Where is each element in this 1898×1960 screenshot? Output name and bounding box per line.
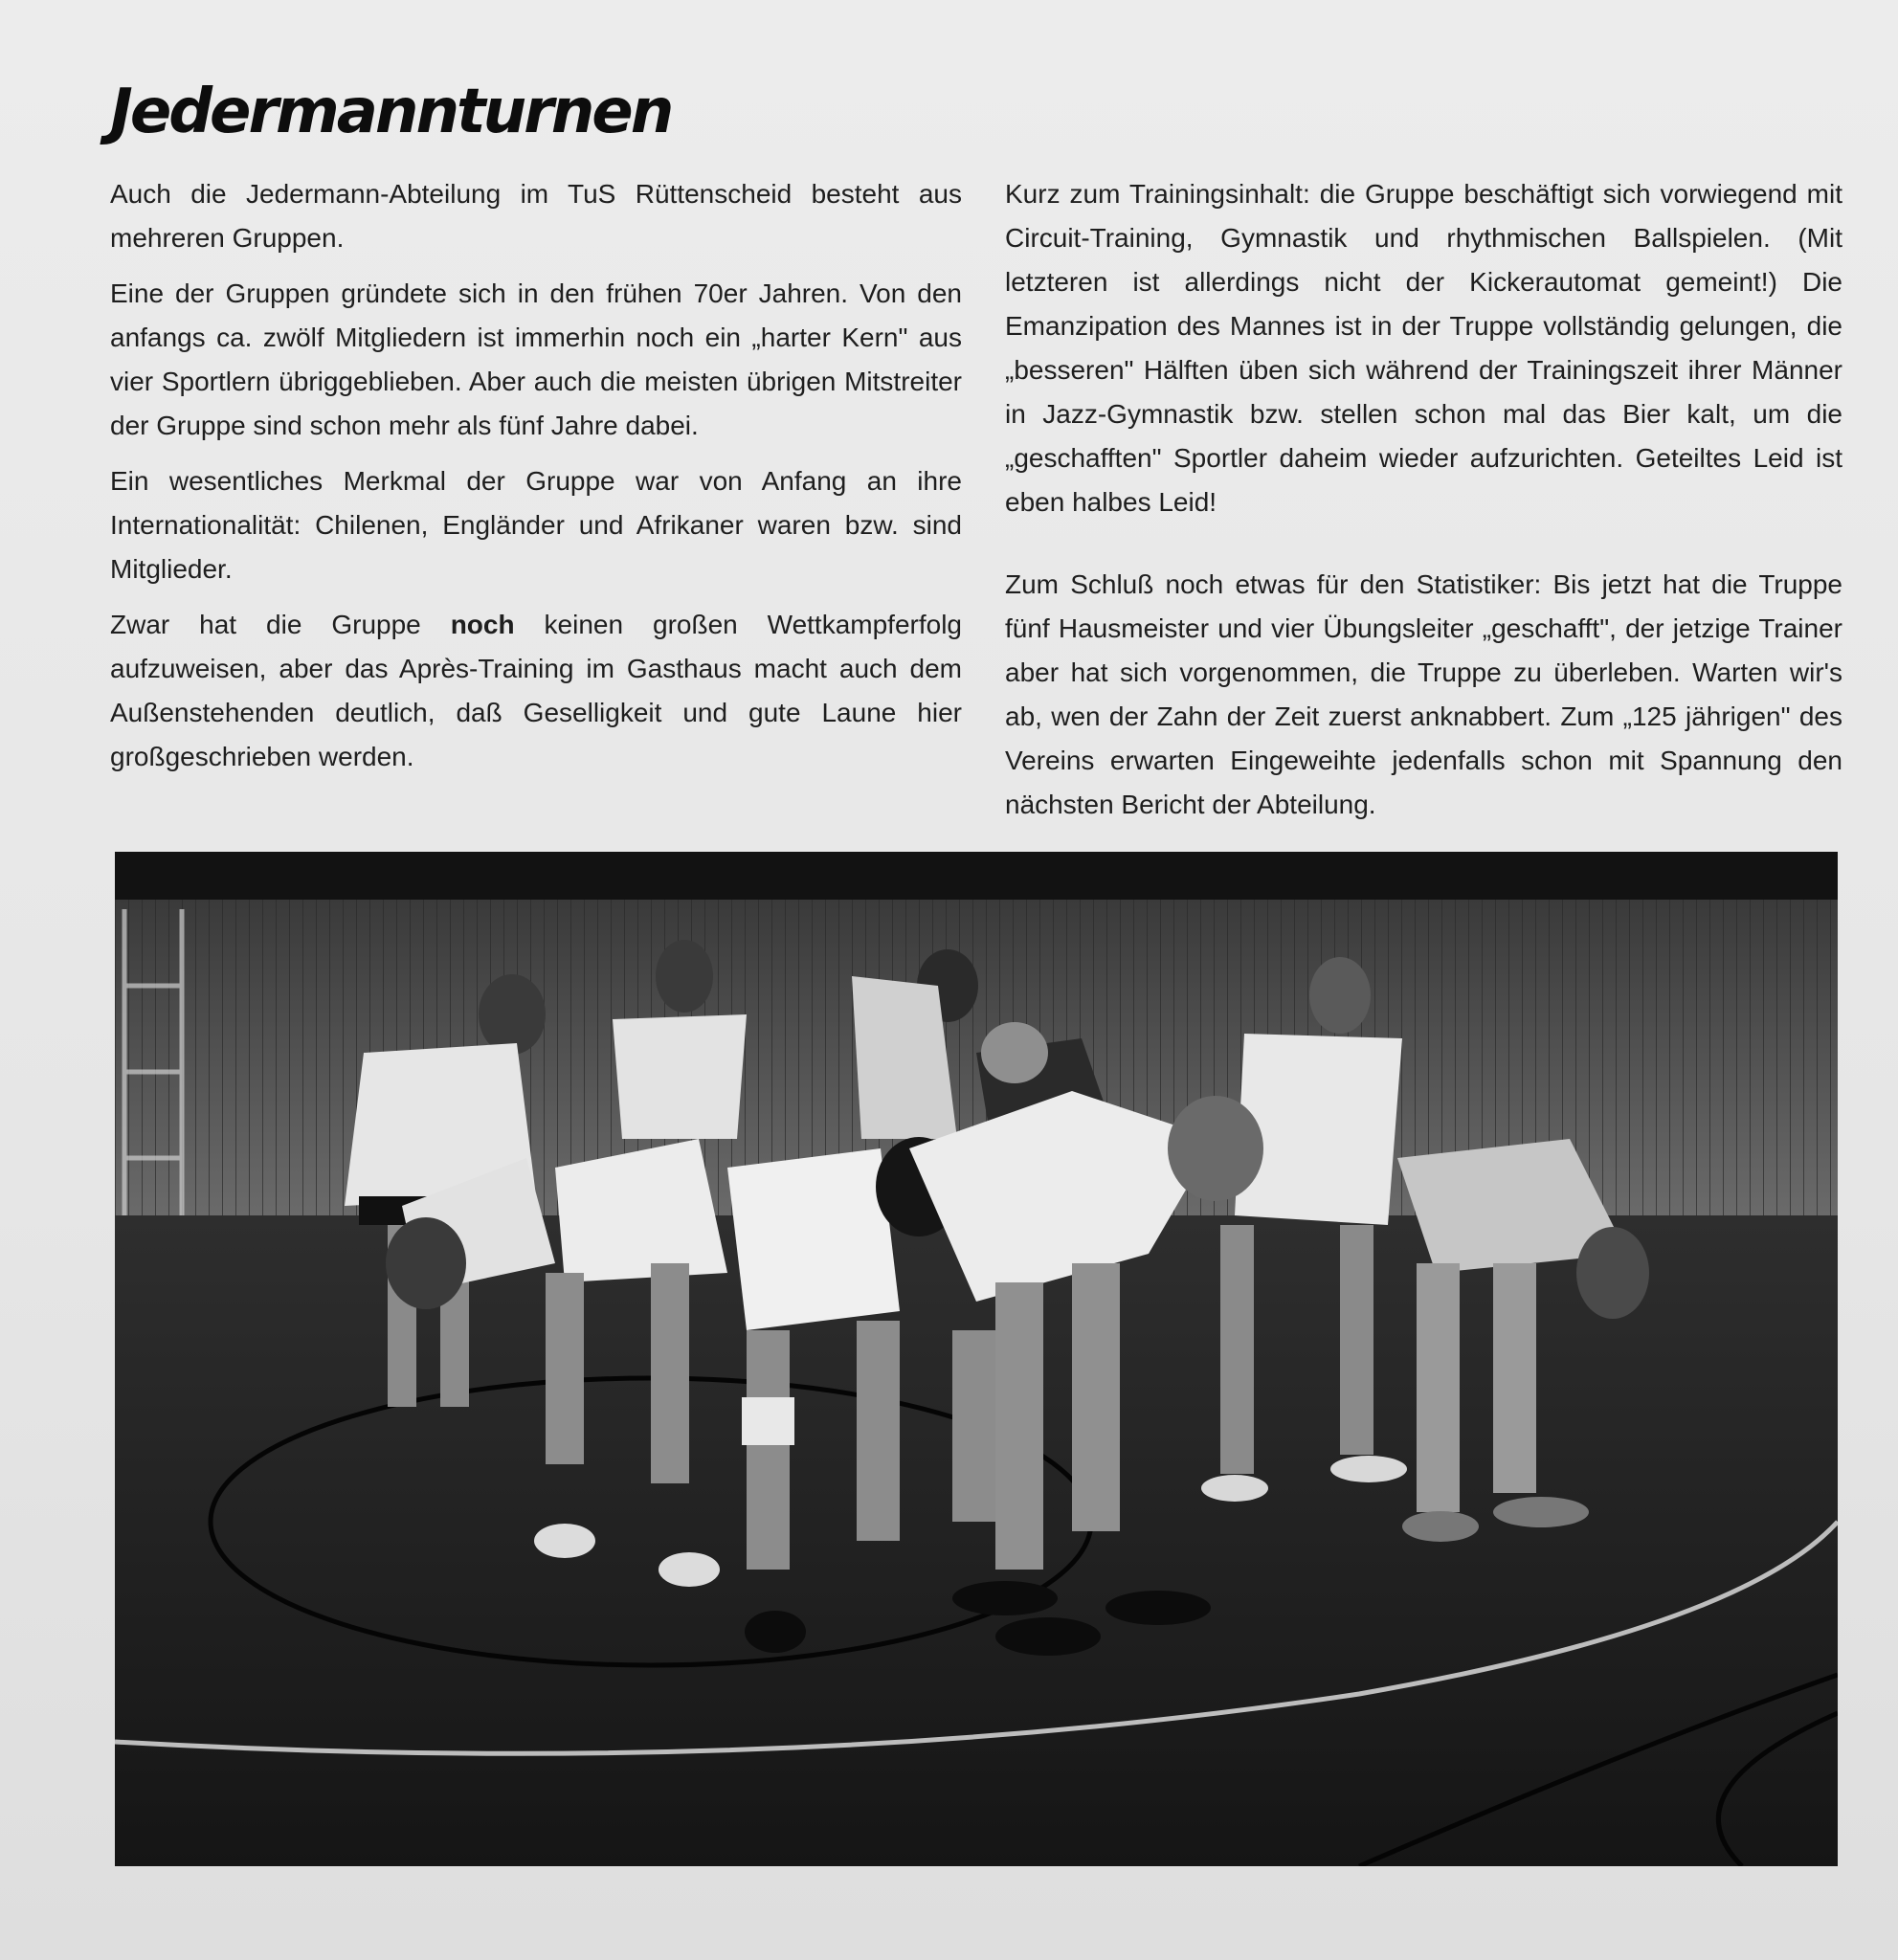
paragraph: Ein wesentliches Merkmal der Gruppe war von Anfang an ihre Internationalität: Chilenen, Engländer und Afrikaner waren bzw. sind Mitglieder. <box>110 466 962 584</box>
paragraph: Zum Schluß noch etwas für den Statistiker: Bis jetzt hat die Truppe fünf Hausmeister und vier Übungsleiter „geschafft", der jetzige Trainer aber hat sich vorgenommen, die Truppe zu überleben. Warten wir's ab, wen der Zahn der Zeit zuerst anknabbert. Zum „125 jährigen" des Vereins erwarten Eingeweihte jedenfalls schon mit Spannung den nächsten Bericht der Abteilung. <box>1005 569 1842 819</box>
bold-text: noch <box>450 610 515 639</box>
text-run: Zwar hat die Gruppe <box>110 610 451 639</box>
paragraph: Auch die Jedermann-Abteilung im TuS Rüttenscheid besteht aus mehreren Gruppen. <box>110 179 962 253</box>
paragraph <box>110 603 962 779</box>
right-text-column <box>1005 172 1842 838</box>
left-text-column <box>110 172 962 791</box>
paragraph: Eine der Gruppen gründete sich in den frühen 70er Jahren. Von den anfangs ca. zwölf Mitgliedern ist immerhin noch ein „harter Kern" aus vier Sportlern übriggeblieben. Aber auch die meisten übrigen Mitstreiter der Gruppe sind schon mehr als fünf Jahre dabei. <box>110 278 962 440</box>
gym-photo <box>115 852 1838 1866</box>
page-title: Jedermannturnen <box>110 77 672 147</box>
paragraph: Kurz zum Trainingsinhalt: die Gruppe beschäftigt sich vorwiegend mit Circuit-Training, Gymnastik und rhythmischen Ballspielen. (Mit letzteren ist allerdings nicht der Kickerautomat gemeint!) Die Emanzipation des Mannes ist in der Truppe vollständig gelungen, die „besseren" Hälften üben sich während der Trainingszeit ihrer Männer in Jazz-Gymnastik bzw. stellen schon mal das Bier kalt, um die „geschafften" Sportler daheim wieder aufzurichten. Geteiltes Leid ist eben halbes Leid! <box>1005 179 1842 517</box>
text-run: keinen großen Wettkampferfolg aufzuweisen, aber das Après-Training im Gasthaus macht auch dem Außenstehenden deutlich, daß Geselligkeit und gute Laune hier großgeschrieben werden. <box>110 610 963 771</box>
photo-illustration <box>115 852 1838 1866</box>
